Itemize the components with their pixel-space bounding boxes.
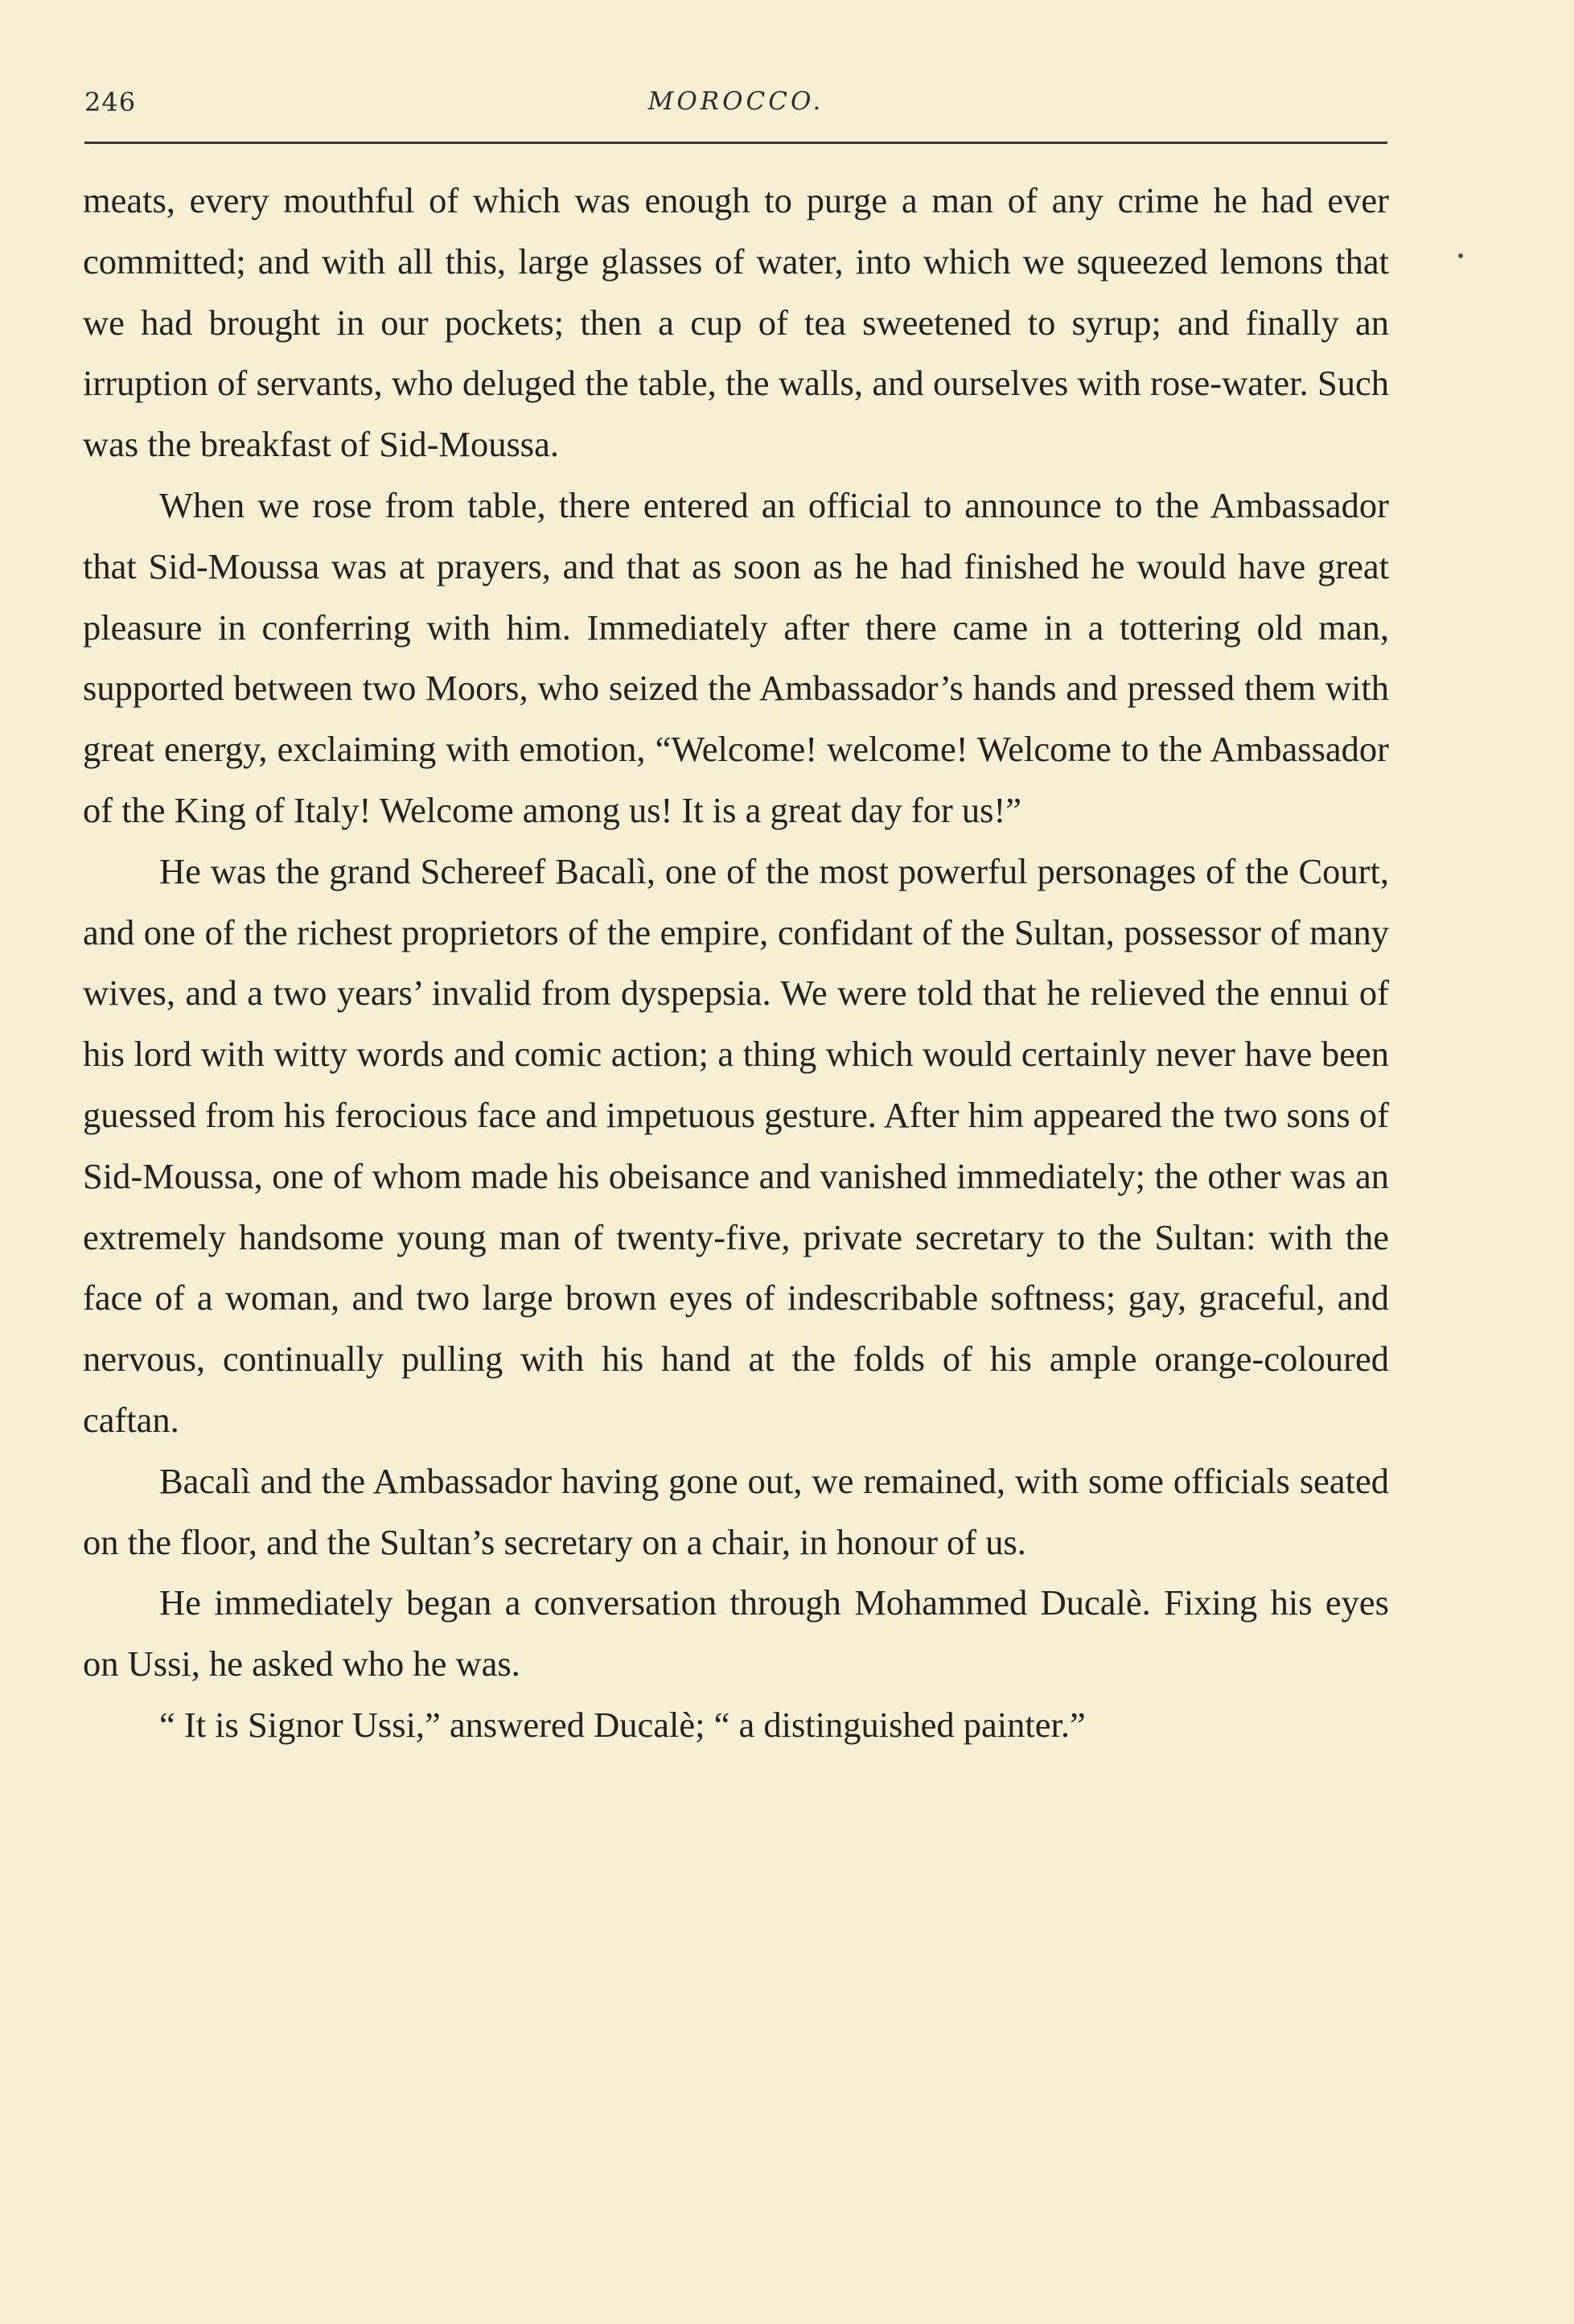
header-rule xyxy=(84,142,1387,144)
paragraph-continued: meats, every mouthful of which was enough to purge a man of any crime he had ever committed; and with all this, large glasses of water, into which we squeezed lemons that we had brought in our pockets; then a cup of tea sweetened to syrup; and finally an irruption of servants, who deluged the table, the walls, and ourselves with rose-water. Such was the breakfast of Sid-Moussa. xyxy=(83,180,1389,465)
ink-speck xyxy=(1458,253,1463,258)
paragraph: He was the grand Schereef Bacalì, one of the most powerful personages of the Court, and one of the richest proprietors of the empire, confidant of the Sultan, possessor of many wives, and a two years’ invalid from dyspepsia. We were told that he relieved the ennui of his lord with witty words and comic action; a thing which would certainly never have been guessed from his ferocious face and impetuous gesture. After him appeared the two sons of Sid-Moussa, one of whom made his obeisance and vanished immediately; the other was an extremely handsome young man of twenty-five, private secretary to the Sultan: with the face of a woman, and two large brown eyes of indescribable softness; gay, graceful, and nervous, continually pulling with his hand at the folds of his ample orange-coloured caftan. xyxy=(83,850,1389,1440)
paragraph: When we rose from table, there entered an official to announce to the Ambassador that Sid-Moussa was at prayers, and that as soon as he had finished he would have great pleasure in conferring with him. Immediately after there came in a tottering old man, supported between two Moors, who seized the Ambassador’s hands and pressed them with great energy, exclaiming with emotion, “Welcome! welcome! Welcome to the Ambassador of the King of Italy! Welcome among us! It is a great day for us!” xyxy=(83,484,1389,830)
body-text xyxy=(83,171,1389,1756)
page-header xyxy=(84,87,1387,132)
page-number: 246 xyxy=(84,87,137,117)
paragraph: Bacalì and the Ambassador having gone out, we remained, with some officials seated on the floor, and the Sultan’s secretary on a chair, in honour of us. xyxy=(83,1460,1389,1562)
paragraph: “ It is Signor Ussi,” answered Ducalè; “ a distinguished painter.” xyxy=(159,1704,1086,1745)
running-head: MOROCCO. xyxy=(647,87,824,116)
paragraph: He immediately began a conversation through Mohammed Ducalè. Fixing his eyes on Ussi, he asked who he was. xyxy=(83,1582,1389,1684)
